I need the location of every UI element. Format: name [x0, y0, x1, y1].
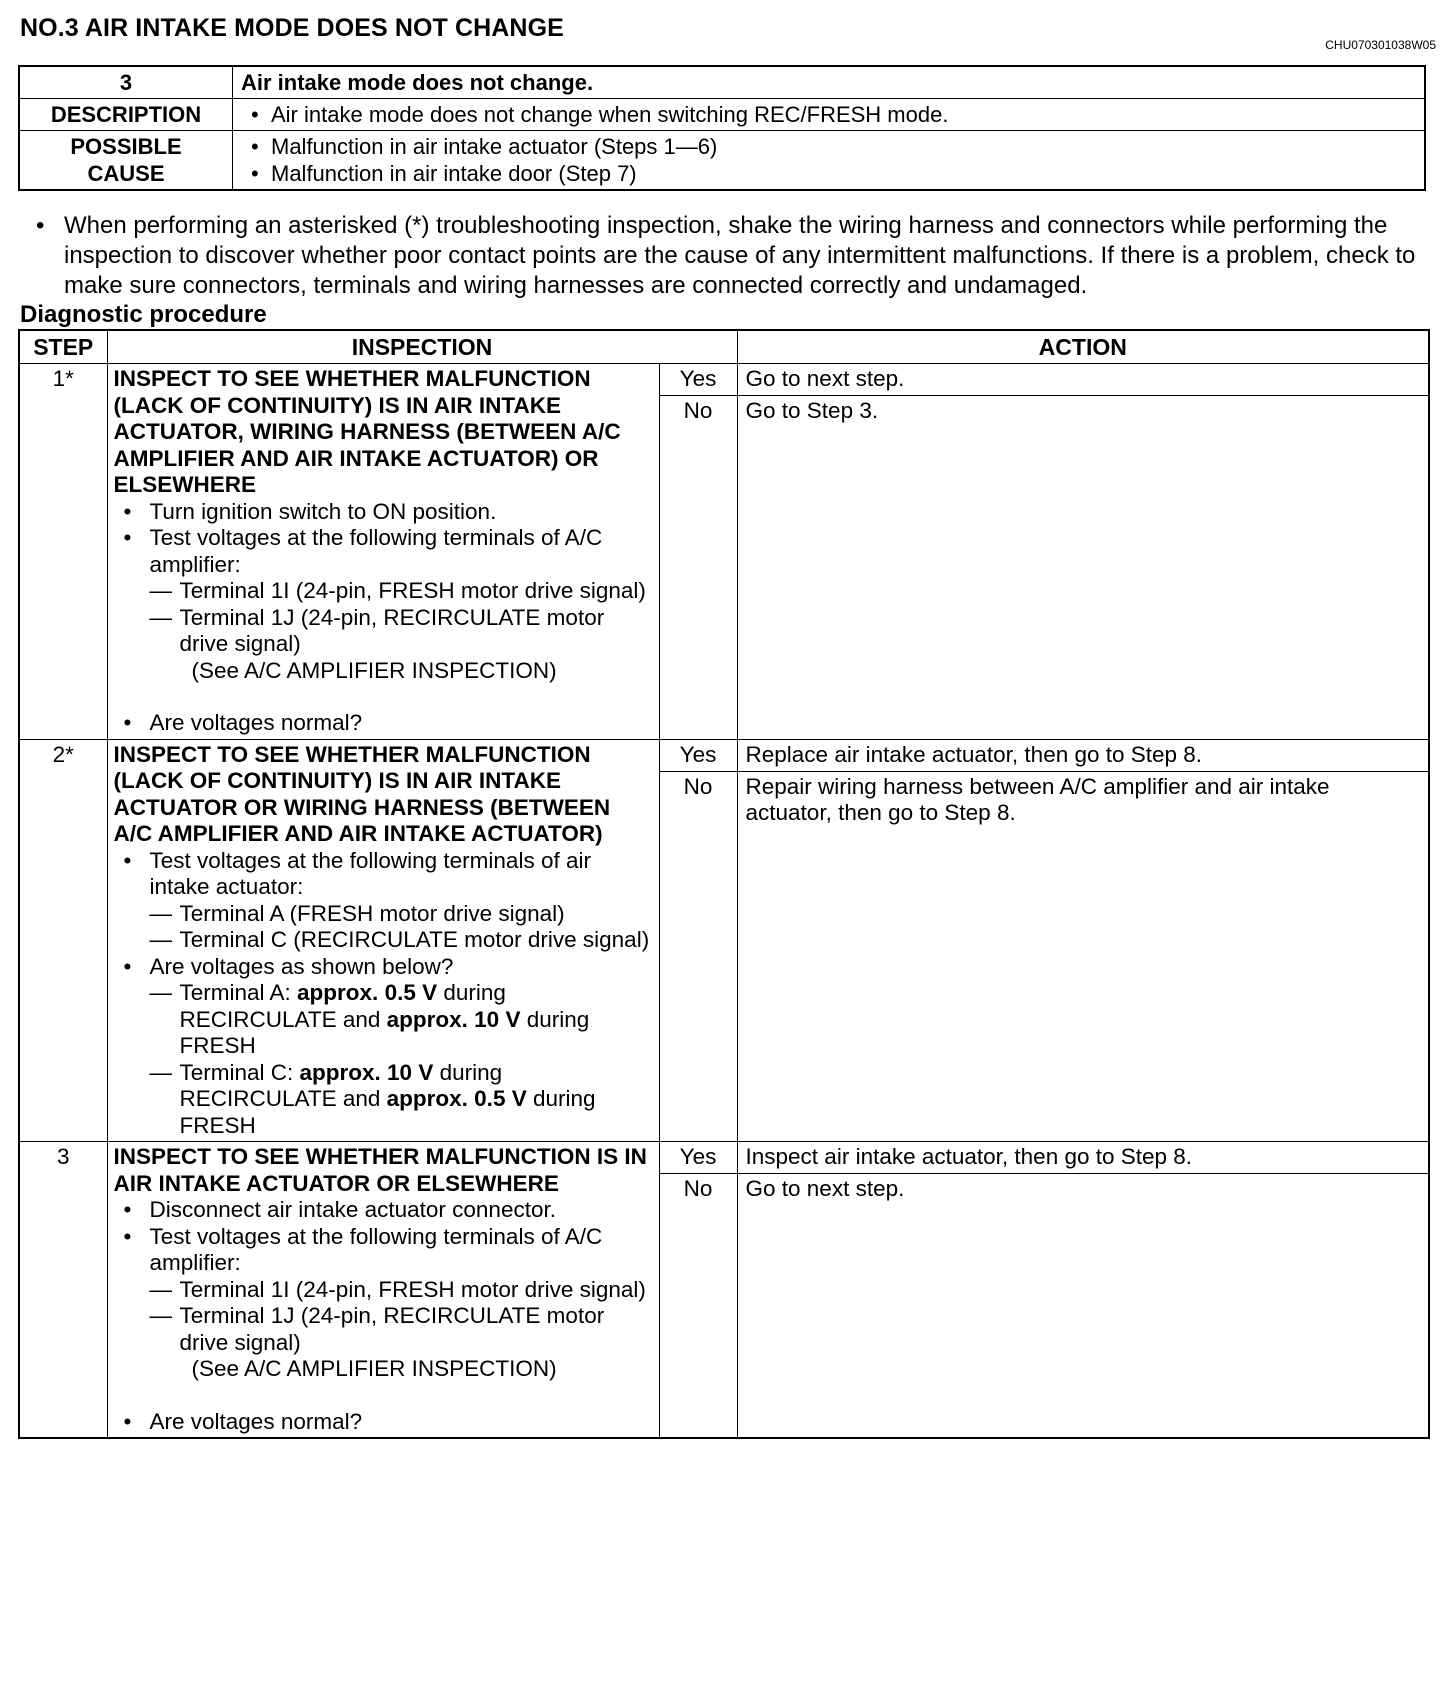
spec-text: during FRESH — [179, 1006, 590, 1058]
yes-label: Yes — [659, 739, 737, 771]
yes-label: Yes — [659, 1142, 737, 1174]
cause-label-line-1: POSSIBLE — [70, 134, 182, 159]
cause-label-line-2: CAUSE — [87, 161, 165, 186]
spacer — [114, 684, 653, 710]
terminal-item: — Terminal 1J (24-pin, RECIRCULATE motor drive signal) — [150, 605, 653, 658]
spec-text: Terminal C: — [179, 1059, 300, 1085]
table-header-row — [19, 330, 1429, 364]
bullet-text: • Test voltages at the following terminals of A/C amplifier: — [149, 525, 603, 577]
spacer — [114, 1383, 653, 1409]
spec-value: approx. 10 V — [299, 1059, 434, 1085]
description-text: • Air intake mode does not change when switching REC/FRESH mode. — [241, 101, 1416, 128]
no-action: Repair wiring harness between A/C amplifier and air intake actuator, then go to Step 8. — [737, 771, 1429, 1142]
header-inspection: INSPECTION — [107, 330, 737, 364]
symptom-number: 3 — [19, 66, 233, 99]
table-row — [19, 364, 1429, 396]
spec-text: during RECIRCULATE and — [179, 980, 506, 1032]
inspection-bullet: • Are voltages normal? — [114, 710, 653, 737]
diagnostic-procedure-table — [18, 329, 1430, 1439]
description-label: DESCRIPTION — [19, 99, 233, 131]
no-action: Go to next step. — [737, 1174, 1429, 1439]
inspection-heading: INSPECT TO SEE WHETHER MALFUNCTION (LACK OF CONTINUITY) IS IN AIR INTAKE ACTUATOR OR WIRING HARNESS (BETWEEN A/C AMPLIFIER AND AIR INTAKE ACTUATOR) — [113, 741, 611, 846]
inspection-bullet — [114, 954, 653, 1140]
cause-item: • Malfunction in air intake actuator (Steps 1—6) — [241, 133, 1416, 160]
step-number: 1* — [19, 364, 107, 740]
symptom-headline: Air intake mode does not change. — [233, 66, 1426, 99]
bullet-text: • Test voltages at the following terminals of air intake actuator: — [149, 847, 591, 899]
possible-cause-label — [19, 131, 233, 191]
step-number: 2* — [19, 739, 107, 1142]
page-title: NO.3 AIR INTAKE MODE DOES NOT CHANGE — [20, 14, 564, 42]
spec-text: during FRESH — [179, 1086, 596, 1138]
description-cell — [233, 99, 1426, 131]
yes-label: Yes — [659, 364, 737, 396]
yes-action: Inspect air intake actuator, then go to Step 8. — [737, 1142, 1429, 1174]
no-label: No — [659, 396, 737, 740]
table-row — [19, 739, 1429, 771]
spec-value: approx. 0.5 V — [386, 1086, 527, 1111]
inspection-bullet — [114, 1224, 653, 1357]
inspection-cell — [107, 1142, 659, 1439]
bullet-text: • Test voltages at the following terminals of A/C amplifier: — [149, 1223, 603, 1275]
inspection-bullet — [114, 848, 653, 954]
document-code: CHU070301038W05 — [1325, 38, 1436, 52]
no-label: No — [659, 1174, 737, 1439]
terminal-item: — Terminal 1I (24-pin, FRESH motor drive signal) — [150, 578, 653, 605]
inspection-heading: INSPECT TO SEE WHETHER MALFUNCTION IS IN AIR INTAKE ACTUATOR OR ELSEWHERE — [113, 1144, 647, 1196]
reference-note: (See A/C AMPLIFIER INSPECTION) — [191, 1356, 557, 1381]
yes-action: Go to next step. — [737, 364, 1429, 396]
summary-row-cause — [19, 131, 1425, 191]
inspection-bullet: • Are voltages normal? — [114, 1409, 653, 1436]
spec-value: approx. 10 V — [386, 1006, 521, 1032]
terminal-item: — Terminal A (FRESH motor drive signal) — [150, 901, 653, 928]
possible-cause-cell — [233, 131, 1426, 191]
header-step: STEP — [19, 330, 107, 364]
inspection-cell — [107, 364, 659, 740]
symptom-summary-table — [18, 65, 1426, 191]
inspection-bullet — [114, 525, 653, 658]
terminal-item: — Terminal C (RECIRCULATE motor drive signal) — [150, 927, 653, 954]
bullet-text: • Are voltages as shown below? — [149, 953, 454, 979]
inspection-bullet: • Disconnect air intake actuator connector. — [114, 1197, 653, 1224]
no-action: Go to Step 3. — [737, 396, 1429, 740]
reference-note: (See A/C AMPLIFIER INSPECTION) — [191, 657, 557, 683]
spec-value: approx. 0.5 V — [297, 980, 438, 1005]
terminal-item: — Terminal 1I (24-pin, FRESH motor drive signal) — [150, 1277, 653, 1304]
cause-item: • Malfunction in air intake door (Step 7) — [241, 160, 1416, 187]
no-label: No — [659, 771, 737, 1142]
yes-action: Replace air intake actuator, then go to Step 8. — [737, 739, 1429, 771]
inspection-heading: INSPECT TO SEE WHETHER MALFUNCTION (LACK OF CONTINUITY) IS IN AIR INTAKE ACTUATOR, WIRING HARNESS (BETWEEN A/C AMPLIFIER AND AIR INTAKE ACTUATOR) OR ELSEWHERE — [113, 366, 621, 497]
section-title: Diagnostic procedure — [20, 301, 267, 328]
inspection-note: • When performing an asterisked (*) troubleshooting inspection, shake the wiring harness and connectors while performing the inspection to discover whether poor contact points are the cause of any intermittent malfunctions. If there is a problem, check to make sure connectors, terminals and wiring harnesses are connected correctly and undamaged. — [36, 211, 1434, 301]
header-action: ACTION — [737, 330, 1429, 364]
spec-text: Terminal A: — [179, 980, 298, 1005]
spec-text: during RECIRCULATE and — [179, 1059, 503, 1111]
summary-row-number — [19, 66, 1425, 99]
table-row — [19, 1142, 1429, 1174]
inspection-cell — [107, 739, 659, 1142]
step-number: 3 — [19, 1142, 107, 1439]
voltage-spec-c — [150, 1060, 653, 1140]
voltage-spec-a — [150, 980, 653, 1060]
terminal-item: — Terminal 1J (24-pin, RECIRCULATE motor drive signal) — [150, 1303, 653, 1356]
summary-row-description — [19, 99, 1425, 131]
inspection-bullet: • Turn ignition switch to ON position. — [114, 499, 653, 526]
